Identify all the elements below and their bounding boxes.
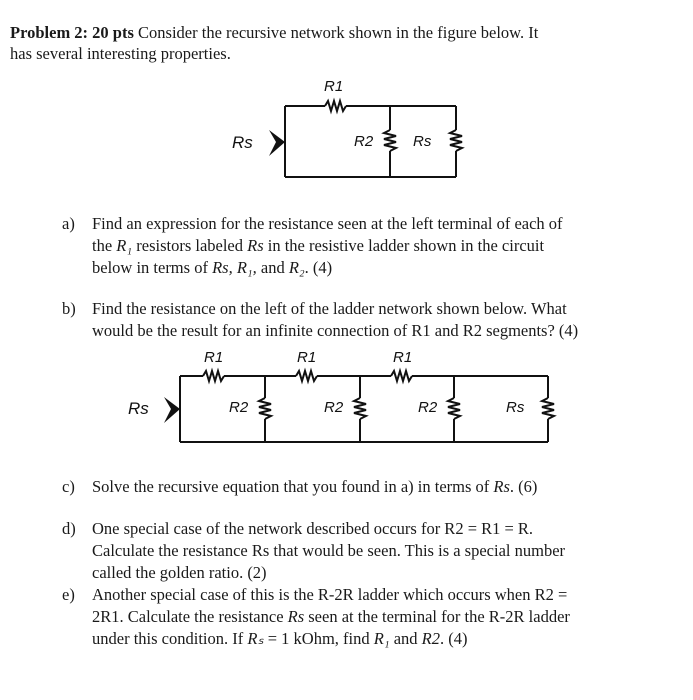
text: . (4) [439, 629, 468, 648]
part-d-line-2: Calculate the resistance Rs that would be seen. This is a special number [92, 541, 566, 560]
part-e-line-1: Another special case of this is the R-2R ladder which occurs when R2 = [92, 585, 568, 604]
fig2-r1-a-label: R1 [204, 349, 224, 366]
fig1-rs-left-label: Rs [232, 133, 253, 152]
part-e-marker: e) [62, 585, 75, 604]
rs-symbol: Rs [493, 477, 510, 496]
part-a-line-1: Find an expression for the resistance seen at the left terminal of each of [92, 214, 563, 233]
part-b-marker: b) [62, 299, 76, 318]
text: . (4) [304, 258, 333, 277]
text: 2R1. Calculate the resistance [92, 607, 288, 626]
problem-label: Problem 2: 20 pts [10, 23, 134, 42]
text: the [92, 236, 117, 255]
fig2-r1-b-label: R1 [297, 349, 317, 366]
part-b-line-2: would be the result for an infinite connection of R1 and R2 segments? (4) [92, 321, 579, 340]
fig2-r1-c-label: R1 [393, 349, 413, 366]
part-b-line-1: Find the resistance on the left of the ladder network shown below. What [92, 299, 567, 318]
r2-symbol: R₂ [288, 258, 305, 277]
rs-r1-symbols: Rs, R₁, [212, 258, 257, 277]
rs-symbol: Rs [287, 607, 305, 626]
part-d-line-1: One special case of the network described occurs for R2 = R1 = R. [92, 519, 534, 538]
part-a-marker: a) [62, 214, 75, 233]
text: and [256, 258, 289, 277]
text: = 1 kOhm, find [263, 629, 374, 648]
fig2-rs-right-label: Rs [506, 399, 525, 416]
r1-symbol: R₁ [116, 236, 133, 255]
part-c-marker: c) [62, 477, 75, 496]
text: resistors labeled [132, 236, 248, 255]
intro-line-2: has several interesting properties. [10, 44, 231, 63]
text: Solve the recursive equation that you found in a) in terms of [92, 477, 494, 496]
text: . (6) [509, 477, 538, 496]
intro-line-1: Consider the recursive network shown in the figure below. It [138, 23, 539, 42]
text: below in terms of [92, 258, 213, 277]
r1-symbol: R₁ [373, 629, 390, 648]
text: and [389, 629, 422, 648]
fig2-r2-a-label: R2 [229, 399, 249, 416]
part-e-line-2 [92, 606, 570, 628]
part-e-line-3 [92, 628, 467, 650]
part-d-marker: d) [62, 519, 76, 538]
fig2-rs-left-label: Rs [128, 399, 149, 418]
fig2-r2-c-label: R2 [418, 399, 438, 416]
text: in the resistive ladder shown in the circuit [263, 236, 545, 255]
text: under this condition. If [92, 629, 248, 648]
fig1-r2-label: R2 [354, 133, 374, 150]
terminal-arrow-icon [164, 397, 180, 423]
fig2-r2-b-label: R2 [324, 399, 344, 416]
fig1-rs-right-label: Rs [413, 133, 432, 150]
part-c-line-1 [92, 476, 537, 498]
rs-symbol: Rₛ [247, 629, 264, 648]
r2-symbol: R2 [421, 629, 440, 648]
text: seen at the terminal for the R-2R ladder [304, 607, 570, 626]
fig1-r1-label: R1 [324, 78, 344, 95]
part-d-line-3: called the golden ratio. (2) [92, 563, 267, 582]
rs-symbol: Rs [247, 236, 264, 255]
